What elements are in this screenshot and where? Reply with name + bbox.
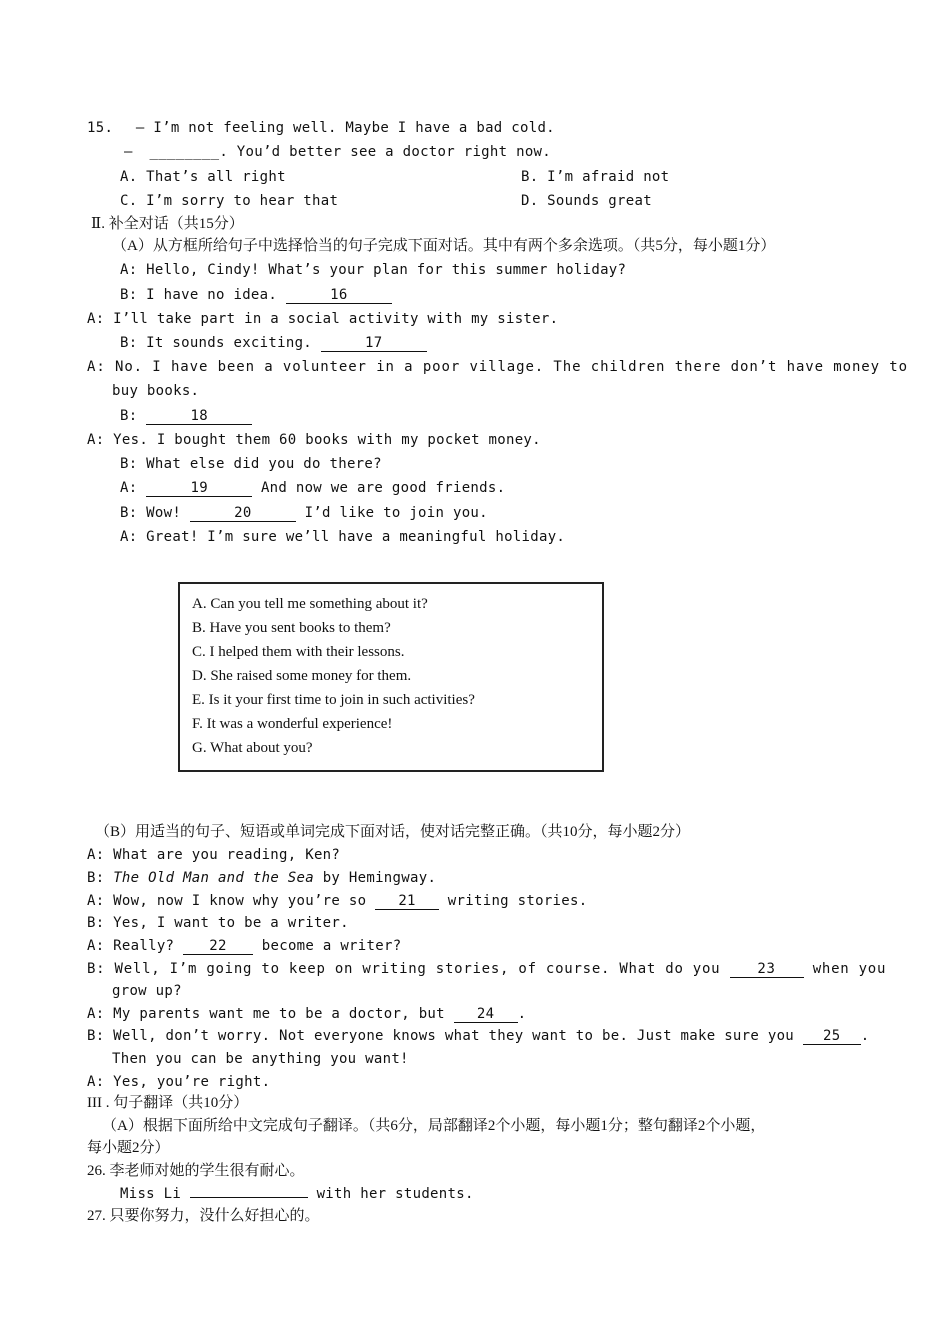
box-option-c: C. I helped them with their lessons. (192, 644, 405, 660)
dialogue-a-line7: A: Yes. I bought them 60 books with my pocket money. (87, 432, 541, 448)
dialogue-b-line7-pre: A: My parents want me to be a doctor, but (87, 1006, 445, 1022)
dialogue-b-line7 (87, 1004, 526, 1024)
dialogue-b-line6 (87, 959, 886, 979)
dialogue-a-line10-post: I’d like to join you. (304, 505, 488, 521)
box-option-f: F. It was a wonderful experience! (192, 716, 393, 732)
dialogue-b-line3 (87, 891, 587, 911)
box-option-d: D. She raised some money for them. (192, 668, 412, 684)
q26-post: with her students. (316, 1186, 474, 1202)
dialogue-b-line2-pre: B: (87, 870, 105, 886)
dialogue-b-line8-post: . (860, 1028, 870, 1044)
dialogue-b-line2 (87, 868, 436, 888)
blank-20: 20 (190, 505, 296, 522)
q15-option-d: D. Sounds great (521, 193, 652, 209)
dialogue-a-line3: A: I’ll take part in a social activity with my sister. (87, 311, 559, 327)
part3-a-instruction: （A）根据下面所给中文完成句子翻译。（共6分，局部翻译2个小题，每小题1分；整句翻译2个小题， (102, 1118, 766, 1134)
dialogue-b-line8b: Then you can be anything you want! (112, 1051, 409, 1067)
box-option-g: G. What about you? (192, 740, 313, 756)
dialogue-b-line5 (87, 936, 401, 956)
dialogue-a-line10 (120, 503, 488, 523)
dialogue-a-line11: A: Great! I’m sure we’ll have a meaningful holiday. (120, 529, 566, 545)
q15-line1 (87, 118, 555, 138)
blank-25: 25 (803, 1028, 861, 1045)
dialogue-a-line6-text: B: (120, 408, 138, 424)
dialogue-a-line5: A: No. I have been a volunteer in a poor village. The children there don’t have money to (87, 359, 908, 375)
dialogue-b-line8 (87, 1026, 870, 1046)
dialogue-b-line5-post: become a writer? (261, 938, 402, 954)
q26-chinese: 26. 李老师对她的学生很有耐心。 (87, 1163, 305, 1179)
q15-blank: ________ (149, 144, 220, 160)
dialogue-a-line9 (120, 478, 505, 498)
dialogue-a-line2-text: B: I have no idea. (120, 287, 278, 303)
dialogue-a-line4-text: B: It sounds exciting. (120, 335, 313, 351)
dialogue-a-line5b: buy books. (112, 383, 200, 399)
q15-dash2: – (124, 144, 133, 160)
dialogue-a-line9-post: And now we are good friends. (260, 480, 506, 496)
part2-b-instruction: （B）用适当的句子、短语或单词完成下面对话，使对话完整正确。（共10分，每小题2分） (95, 824, 691, 840)
blank-19: 19 (146, 480, 252, 497)
dialogue-b-line4: B: Yes, I want to be a writer. (87, 915, 349, 931)
blank-26 (190, 1197, 308, 1198)
blank-16: 16 (286, 287, 392, 304)
part2-a-instruction: （A）从方框所给句子中选择恰当的句子完成下面对话。其中有两个多余选项。（共5分，每小题1分） (112, 238, 776, 254)
blank-21: 21 (375, 893, 439, 910)
part2-title: Ⅱ. 补全对话（共15分） (91, 216, 244, 232)
q15-number: 15. (87, 120, 114, 136)
dialogue-a-line6 (120, 406, 252, 426)
dialogue-b-line6-pre: B: Well, I’m going to keep on writing stories, of course. What do you (87, 961, 721, 977)
dialogue-a-line10-pre: B: Wow! (120, 505, 182, 521)
dialogue-a-line8: B: What else did you do there? (120, 456, 382, 472)
dialogue-a-line2 (120, 285, 392, 305)
dialogue-b-line3-pre: A: Wow, now I know why you’re so (87, 893, 367, 909)
blank-17: 17 (321, 335, 427, 352)
dialogue-b-line2-post: by Hemingway. (322, 870, 437, 886)
dialogue-a-line9-pre: A: (120, 480, 138, 496)
q26-pre: Miss Li (120, 1186, 182, 1202)
dialogue-b-line7-post: . (517, 1006, 527, 1022)
q15-line2 (124, 142, 551, 162)
dialogue-b-line6b: grow up? (112, 983, 182, 999)
part3-a-instruction-cont: 每小题2分） (87, 1140, 170, 1156)
blank-23: 23 (730, 961, 804, 978)
q15-option-c: C. I’m sorry to hear that (120, 193, 339, 209)
dialogue-b-line5-pre: A: Really? (87, 938, 175, 954)
dialogue-b-line8-pre: B: Well, don’t worry. Not everyone knows what they want to be. Just make sure you (87, 1028, 795, 1044)
q27-chinese: 27. 只要你努力，没什么好担心的。 (87, 1208, 320, 1224)
box-option-b: B. Have you sent books to them? (192, 620, 391, 636)
box-option-e: E. Is it your first time to join in such activities? (192, 692, 475, 708)
dialogue-b-line3-post: writing stories. (447, 893, 588, 909)
options-box (178, 582, 604, 772)
q15-option-b: B. I’m afraid not (521, 169, 670, 185)
blank-24: 24 (454, 1006, 518, 1023)
q15-speaker1-text: I’m not feeling well. Maybe I have a bad cold. (153, 120, 555, 136)
box-option-a: A. Can you tell me something about it? (192, 596, 428, 612)
part3-title: III . 句子翻译（共10分） (87, 1095, 249, 1111)
dialogue-a-line1: A: Hello, Cindy! What’s your plan for this summer holiday? (120, 262, 627, 278)
dialogue-a-line4 (120, 333, 427, 353)
q15-dash1: – (135, 120, 145, 136)
dialogue-b-line9: A: Yes, you’re right. (87, 1074, 271, 1090)
q26-english (120, 1184, 474, 1204)
dialogue-b-line1: A: What are you reading, Ken? (87, 847, 341, 863)
blank-18: 18 (146, 408, 252, 425)
q15-speaker2-text: . You’d better see a doctor right now. (219, 144, 552, 160)
q15-option-a: A. That’s all right (120, 169, 286, 185)
blank-22: 22 (183, 938, 253, 955)
book-title: The Old Man and the Sea (113, 870, 314, 886)
dialogue-b-line6-post: when you (812, 961, 887, 977)
